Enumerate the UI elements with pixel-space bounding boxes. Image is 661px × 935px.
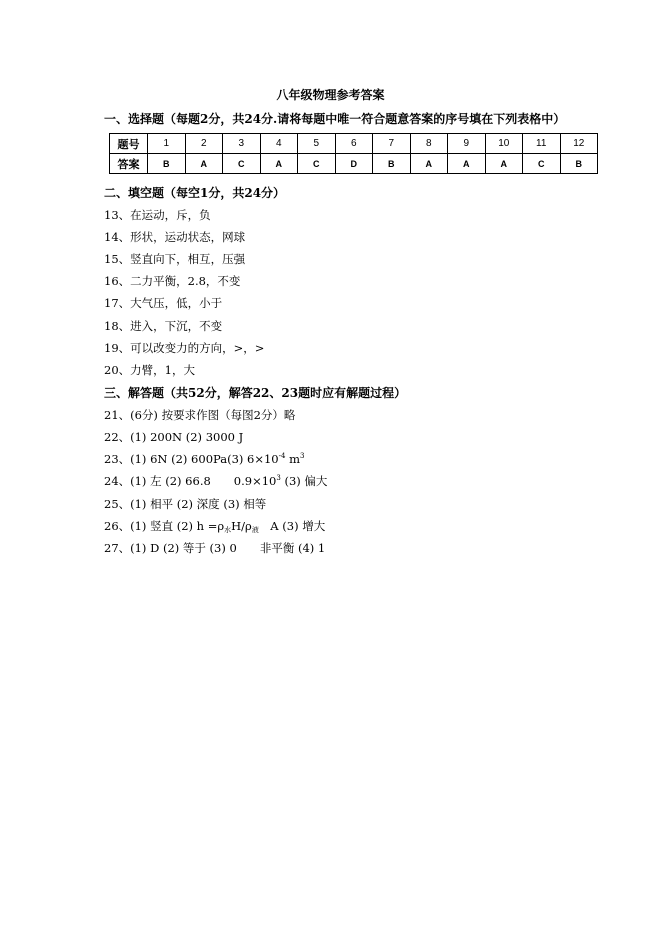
page-title: 八年级物理参考答案: [276, 88, 385, 102]
number-cell: 11: [523, 134, 561, 154]
q26-text-c: A (3) 增大: [258, 519, 326, 533]
number-cell: 3: [223, 134, 261, 154]
fill-answer-18: 18、进入，下沉，不变: [104, 319, 223, 333]
q23-unit: m: [285, 452, 301, 466]
q26-text-a: 26、(1) 竖直 (2) h =ρ: [104, 519, 225, 533]
q23-exponent: -4: [278, 452, 286, 460]
q26-subscript-liquid: 液: [251, 526, 259, 534]
fill-answer-13: 13、在运动，斥，负: [104, 208, 211, 222]
solve-answer-26: [104, 518, 325, 535]
solve-answer-23: [104, 451, 304, 467]
number-cell: 2: [185, 134, 223, 154]
fill-answer-14: 14、形状，运动状态，网球: [104, 230, 246, 244]
answer-cell: A: [260, 154, 298, 174]
answer-cell: B: [373, 154, 411, 174]
solve-answer-24: [104, 473, 327, 489]
solve-answer-27: 27、(1) D (2) 等于 (3) 0 非平衡 (4) 1: [104, 541, 326, 555]
q24-exponent: 3: [276, 474, 281, 482]
answer-cell: A: [410, 154, 448, 174]
answer-cell: B: [560, 154, 598, 174]
number-cell: 9: [448, 134, 486, 154]
row-label-question: 题号: [110, 134, 148, 154]
number-cell: 6: [335, 134, 373, 154]
section-fill-heading: 二、填空题（每空1分，共24分）: [104, 186, 286, 200]
number-cell: 1: [148, 134, 186, 154]
number-cell: 4: [260, 134, 298, 154]
number-cell: 5: [298, 134, 336, 154]
table-row-numbers: [110, 134, 598, 154]
number-cell: 7: [373, 134, 411, 154]
table-row-answers: [110, 154, 598, 174]
q26-subscript-water: 水: [224, 526, 232, 534]
fill-answer-15: 15、竖直向下，相互，压强: [104, 252, 246, 266]
fill-answer-20: 20、力臂，1，大: [104, 363, 195, 377]
section-choice-heading: 一、选择题（每题2分，共24分.请将每题中唯一符合题意答案的序号填在下列表格中）: [104, 112, 566, 126]
solve-answer-25: 25、(1) 相平 (2) 深度 (3) 相等: [104, 497, 267, 511]
solve-answer-21: 21、(6分) 按要求作图（每图2分）略: [104, 408, 296, 422]
q24-tail: (3) 偏大: [280, 474, 328, 488]
q23-unit-exponent: 3: [300, 452, 305, 460]
number-cell: 8: [410, 134, 448, 154]
q23-text: 23、(1) 6N (2) 600Pa(3) 6×10: [104, 452, 279, 466]
q26-text-b: H/ρ: [231, 519, 252, 533]
answer-cell: A: [485, 154, 523, 174]
fill-answer-19: 19、可以改变力的方向，>，>: [104, 341, 265, 355]
row-label-answer: 答案: [110, 154, 148, 174]
fill-answer-16: 16、二力平衡，2.8，不变: [104, 274, 241, 288]
solve-answer-22: 22、(1) 200N (2) 3000 J: [104, 430, 244, 444]
answer-cell: C: [223, 154, 261, 174]
section-solve-heading: 三、解答题（共52分，解答22、23题时应有解题过程）: [104, 386, 407, 400]
number-cell: 10: [485, 134, 523, 154]
q24-text: 24、(1) 左 (2) 66.8 0.9×10: [104, 474, 277, 488]
answer-table: [109, 133, 598, 174]
number-cell: 12: [560, 134, 598, 154]
answer-cell: A: [448, 154, 486, 174]
answer-cell: C: [298, 154, 336, 174]
answer-cell: A: [185, 154, 223, 174]
answer-cell: C: [523, 154, 561, 174]
answer-cell: D: [335, 154, 373, 174]
fill-answer-17: 17、大气压，低，小于: [104, 296, 223, 310]
answer-cell: B: [148, 154, 186, 174]
